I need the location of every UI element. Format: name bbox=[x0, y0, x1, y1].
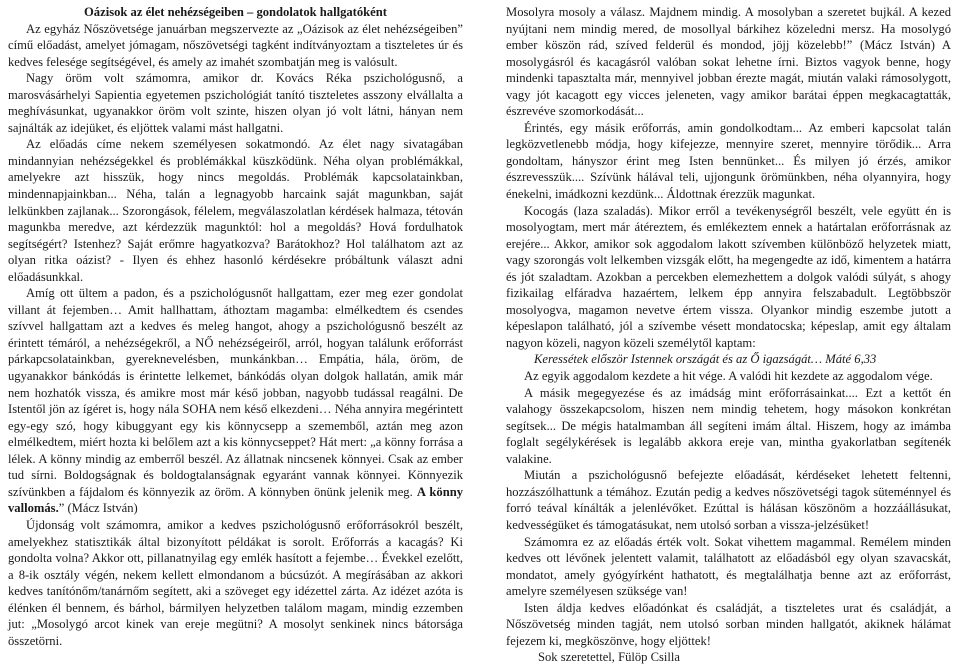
intro-paragraph: Az egyház Nőszövetsége januárban megszervezte az „Oázisok az élet nehézségeiben” című előadást, amelyet jómagam, nőszövetségi tagként indítványoztam a tiszteletes úr és kedves felesége segítségével, és amely az imahét szombatján meg is valósult. bbox=[8, 21, 463, 69]
right-column bbox=[506, 4, 951, 666]
paragraph: Miután a pszichológusnő befejezte előadását, kérdéseket lehetett feltenni, hozzászólhattunk a témához. Ezután pedig a kedves nőszövetségi tagok süteménnyel és forró teával kínálták a jelenlévőket. Ezúttal is hálásan köszönöm a hozzáállásukat, kedvességüket és támogatásukat, nem utolsó sorban a vissza-jelzésüket! bbox=[506, 468, 951, 532]
paragraph: Újdonság volt számomra, amikor a kedves pszichológusnő erőforrásokról beszélt, amelyekhez statisztikák által bizonyított példákat is sorolt. Erőforrás a kacagás? Ki gondolta volna? Akkor ott, pillanatnyilag egy emlék hasított a fejembe… Évekkel ezelőtt, a 8-ik osztály végén, nekem kellett elmondanom a búcsúzót. A megírásában az akkori kedves tanítónőm/tanárnőm segített, aki a szöveget egy idézettel zárta. Az idézet azóta is élénken él bennem, és bárhol, bármilyen helyzetben találom magam, mindig ezzemben jut: „Mosolygó arcot kinek van ereje megütni? A mosolyt senkinek nincs bátorsága összetörni. bbox=[8, 517, 463, 648]
bible-quote: Keressétek először Istennek országát és az Ő igazságát… Máté 6,33 bbox=[534, 352, 877, 367]
paragraph: Mosolyra mosoly a válasz. Majdnem mindig. A mosolyban a szeretet bujkál. A kezed nyújtani nem mindig mered, de mosollyal bárkihez közeledni mersz. Ha mosolygó ember köszön rád, szíved felderül és mondod, jöjj közelebb!” (Mácz István) A mosolygásról és kacagásról valóban sokat lehetne írni. Biztos vagyok benne, hogy mindenki tapasztalta már, mennyivel jobban érezte magát, miután valaki rámosolygott, vagy jót kacagott egy vicces jeleneten, vagy amikor barátai éppen megkacagtatták, észrevéve szomorkodását... bbox=[506, 5, 951, 119]
paragraph: Az előadás címe nekem személyesen sokatmondó. Az élet nagy sivatagában mindannyian nehézségekkel és problémákkal küszködünk. Néha olyan problémákkal, amelyekre azt hisszük, hogy nincs megoldás. Problémák kapcsolatainkban, mindennapjainkban... Néha, talán a legnagyobb harcaink saját magunkban, saját lelkünkben zajlanak... Szorongások, félelem, megválaszolatlan kérdések halmaza, tétován magunkba meredve, azt kérdezzük magunktól: hol a megoldás? Hová fordulhatok segítségért? Istenhez? Saját erőmre hagyatkozva? Barátokhoz? Hol találhatom azt az olyan ritka oázist? - Ilyen és ehhez hasonló kérdésekre próbáltunk választ adni előadásunkkal. bbox=[8, 137, 463, 284]
bold-phrase: A könny vallomás. bbox=[8, 484, 464, 516]
paragraph: A másik megegyezése és az imádság mint erőforrásainkat.... Ezt a kettőt én valahogy összekapcsolom, hiszen nem mindig tehetem, hogy másokon konkrétan segítsek... De mégis hatalmamban áll segíteni imám által. Hiszem, hogy az imámba foglalt segélykérések is legalább akkora ereje van, mintha gyakorlatban segítenék valakine. bbox=[506, 385, 951, 466]
paragraph: Nagy öröm volt számomra, amikor dr. Kovács Réka pszichológusnő, a marosvásárhelyi Sapientia egyetemen pszichológiát tanító tiszteletes asszony elvállalta a meghívásunkat, ugyanakkor öröm volt szinte, hiszen olyan jó volt látni, hányan nem sajnálták az idejüket, és eljöttek valami mást hallgatni. bbox=[8, 71, 463, 135]
paragraph: Az egyik aggodalom kezdete a hit vége. A valódi hit kezdete az aggodalom vége. bbox=[524, 369, 933, 384]
paragraph-text: Amíg ott ültem a padon, és a pszichológusnőt hallgattam, ezer meg ezer gondolat villant át fejemben… Amit hallhattam, áthoztam magamba: elmélkedtem és csendes szívvel hallgattam azt a kedves és meleg hangot, ahogy a pszichológusnő beszélt az érintett témáról, a nehézségekről, a NŐ nehézségeiről, arról, hogyan találunk erőforrást párkapcsolatainkban, gyereknevelésben, munkánkban… Empátia, hála, öröm, de ugyanakkor bánkódás is érintette lelkemet, bánkódás olyan dolgok hallatán, amik már nem hozhatók vissza, és amikre most már késő jobban, nagyobb tudással reagálni. De Istentől jön az ígéret is, hogy nála SOHA nem késő elkezdeni… Néha annyira megérintett egy-egy szó, hogy kibuggyant egy kis könnycsepp a szememből, aztán meg azon elmélkedtem, miért hozta ki belőlem azt a kis könnycseppet? Hát mert: „a könny forrása a lélek. A könny mindig az emberről beszél. Az állatnak nincsenek könnyei. Csak az ember tud sírni. Boldogságnak és boldogtalanságnak egyaránt vannak könnyei. Könnyezik szívünkben a fájdalom és könnyezik az öröm. A könnyben önünk jelenik meg. bbox=[8, 286, 463, 499]
signature: Sok szeretettel, Fülöp Csilla bbox=[538, 650, 681, 665]
paragraph: Isten áldja kedves előadónkat és családját, a tiszteletes urat és családját, a Nőszövetség minden tagját, nem utolsó sorban minden hallgatót, akiknek hálámat fejezem ki, megköszönve, hogy eljöttek! bbox=[506, 600, 951, 648]
quote-attribution: ” (Mácz István) bbox=[58, 501, 138, 516]
paragraph: Kocogás (laza szaladás). Mikor erről a tevékenységről beszélt, vele együtt én is mosolyogtam, mert már átéreztem, és emlékeztem ennek a határtalan erőforrásnak az erejére... Akkor, amikor sok aggodalom lakott szívemben különböző helyzetek miatt, vagy szorongás volt lelkemben vizsgák előtt, ha megengedte az idő, kimentem a határra és jót szaladtam. Azokban a percekben elemezhettem a dolgok valódi súlyát, s ahogy fizikailag elfáradva hazaértem, lelkem épp annyira felszabadult. Legtöbbször mosolyogva, magamon nevetve értem vissza. Olyankor mindig eszembe jutott a képeslapon található, jól a szívembe vésett mondatocska; képeslap, amit egy általam nagyon közeli, nagyon közeli személytől kaptam: bbox=[506, 203, 951, 350]
left-column bbox=[8, 4, 463, 649]
paragraph: Számomra ez az előadás érték volt. Sokat vihettem magammal. Remélem minden kedves ott lévőnek jelentett valamit, találhatott az előadásból egy olyan szavacskát, mondatot, amely gyógyírként hathatott, és megtalálhatja benne azt az erőforrást, amelyre személyesen szüksége van! bbox=[506, 534, 951, 599]
paragraph bbox=[8, 285, 463, 517]
article-title: Oázisok az élet nehézségeiben – gondolatok hallgatóként bbox=[84, 5, 387, 19]
paragraph: Érintés, egy másik erőforrás, amin gondolkodtam... Az emberi kapcsolat talán legközvetlenebb módja, hogy kifejezze, mennyire szeret, mennyire törődik... Arra gondoltam, hányszor érint meg Isten bennünket... És milyen jó érzés, amikor észrevesszük.... Szívünk hálával teli, ujjongunk örömünkben, néha olyannyira, hogy énekelni, imádkozni kezdünk... Áldottnak érezzük magunkat. bbox=[506, 120, 951, 202]
